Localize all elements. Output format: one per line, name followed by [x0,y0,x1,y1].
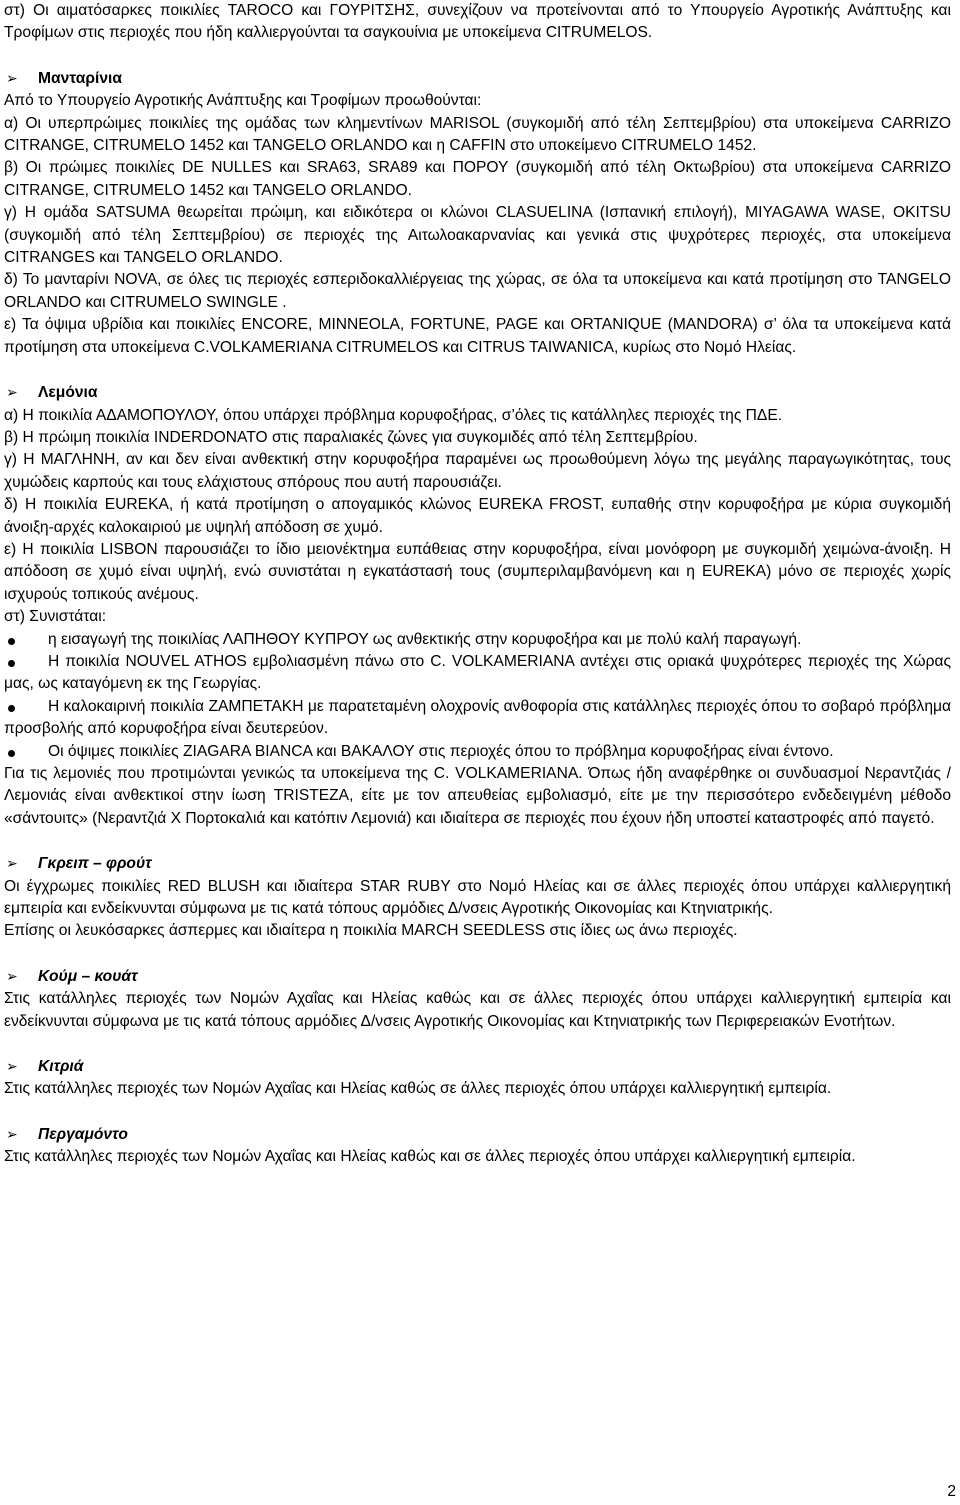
section-heading-kumquat [4,965,951,988]
paragraph: β) Η πρώιμη ποικιλία INDERDONATO στις παραλιακές ζώνες για συγκομιδές από τέλη Σεπτεμβρίου. [4,428,698,446]
paragraph: Στις κατάλληλες περιοχές των Νομών Αχαΐας και Ηλείας καθώς σε άλλες περιοχές όπου υπάρχει καλλιεργητική εμπειρία. [4,1080,832,1098]
section-heading-grapefruit [4,852,951,875]
spacer [4,1033,951,1055]
document-body [4,0,951,1169]
arrowhead-bullet-icon: ➢ [6,69,18,86]
section-title: Κιτριά [38,1058,84,1076]
paragraph: Για τις λεμονιές που προτιμώνται γενικώς τα υποκείμενα της C. VOLKAMERIANA. Όπως ήδη αναφέρθηκε οι συνδυασμοί Νεραντζιάς / Λεμονιάς είναι ανθεκτικοί στην ίωση TRISTEZA, είτε με τον απευθείας εμβολιασμό, είτε με την περισσότερο ενδεδειγμένη μέθοδο «σάντουιτς» (Νεραντζιά Χ Πορτοκαλιά και κατόπιν Λεμονιά) και ιδιαίτερα σε περιοχές που έχουν ήδη υποστεί καταστροφές από παγετό. [4,765,951,827]
paragraph: ε) Η ποικιλία LISBON παρουσιάζει το ίδιο μειονέκτημα ευπάθειας στην κορυφοξήρα, είναι μονόφορη με συγκομιδή χειμώνα-άνοιξη. Η απόδοση σε χυμό είναι υψηλή, ενώ συνιστάται η εγκατάστασή τους (συμπεριλαμβανόμενη και η EUREKA) μόνο σε περιοχές χωρίς ισχυρούς τοπικούς ανέμους. [4,540,951,603]
section-heading-lemons [4,381,951,404]
round-bullet-icon [8,638,15,645]
page-number: 2 [947,1483,956,1500]
section-title: Γκρειπ – φρούτ [38,855,152,873]
section-heading-mandarins [4,67,951,90]
paragraph: γ) Η ομάδα SATSUMA θεωρείται πρώιμη, και ειδικότερα οι κλώνοι CLASUELINA (Ισπανική επιλογή), MIYAGAWA WASE, OKITSU (συγκομιδή από τέλη Σεπτεμβρίου) σε περιοχές της Αιτωλοακαρνανίας και γενικά στις ψυχρότερες περιοχές, στα υποκείμενα CITRANGES και TANGELO ORLANDO. [4,204,951,267]
section-title: Κούμ – κουάτ [38,967,138,985]
section-heading-bergamot [4,1123,951,1146]
arrowhead-bullet-icon: ➢ [6,855,18,872]
list-item: Η καλοκαιρινή ποικιλία ΖΑΜΠΕΤΑΚΗ με παρατεταμένη ολοχρονίς ανθοφορία στις κατάλληλες περιοχές όπου το σοβαρό πρόβλημα προσβολής από κορυφοξήρα είναι δευτερεύον. [4,697,951,738]
paragraph: δ) Η ποικιλία EUREKA, ή κατά προτίμηση ο απογαμικός κλώνος EUREKA FROST, ευπαθής στην κορυφοξήρα με κύρια συγκομιδή άνοιξη-αρχές καλοκαιριού με υψηλή απόδοση σε χυμό. [4,496,951,536]
section-title: Μανταρίνια [38,69,122,87]
paragraph: γ) Η ΜΑΓΛΗΝΗ, αν και δεν είναι ανθεκτική στην κορυφοξήρα παραμένει ως προωθούμενη λόγω της μεγάλης παραγωγικότητας, τους χυμώδεις καρπούς και τους ελάχιστους σπόρους που αυτή παρουσιάζει. [4,451,951,491]
paragraph: Στις κατάλληλες περιοχές των Νομών Αχαΐας και Ηλείας καθώς και σε άλλες περιοχές όπου υπάρχει καλλιεργητική εμπειρία. [4,1148,856,1166]
paragraph: Επίσης οι λευκόσαρκες άσπερμες και ιδιαίτερα η ποικιλία MARCH SEEDLESS στις ίδιες ως άνω περιοχές. [4,922,738,940]
list-item: Οι όψιμες ποικιλίες ZIAGARA BIANCA και ΒΑΚΑΛΟΥ στις περιοχές όπου το πρόβλημα κορυφοξήρας είναι έντονο. [4,741,951,763]
arrowhead-bullet-icon: ➢ [6,384,18,401]
list-item: η εισαγωγή της ποικιλίας ΛΑΠΗΘΟΥ ΚΥΠΡΟΥ ως ανθεκτικής στην κορυφοξήρα και με πολύ καλή παραγωγή. [4,629,951,651]
list-item: Η ποικιλία NOUVEL ATHOS εμβολιασμένη πάνω στο C. VOLKAMERIANA αντέχει στις οριακά ψυχρότερες περιοχές της Χώρας μας, ως καταγόμενη εκ της Γεωργίας. [4,652,951,693]
paragraph: α) Οι υπερπρώιμες ποικιλίες της ομάδας των κλημεντίνων MARISOL (συγκομιδή από τέλη Σεπτεμβρίου) στα υποκείμενα CARRIZO CITRANGE, CITRUMELO 1452 και TANGELO ORLANDO και η CAFFIN στο υποκείμενο CITRUMELO 1452. [4,114,951,155]
section-heading-citron [4,1055,951,1078]
spacer [4,45,951,67]
spacer [4,943,951,965]
section-title: Λεμόνια [38,384,98,402]
paragraph: στ) Συνιστάται: [4,608,107,626]
paragraph: στ) Οι αιματόσαρκες ποικιλίες TAROCO και ΓΟΥΡΙΤΣΗΣ, συνεχίζουν να προτείνονται από το Υπουργείο Αγροτικής Ανάπτυξης και Τροφίμων στις περιοχές που ήδη καλλιεργούνται τα σαγκουίνια με υποκείμενα CITRUMELOS. [4,2,951,42]
spacer [4,1101,951,1123]
round-bullet-icon [8,750,15,757]
arrowhead-bullet-icon: ➢ [6,1125,18,1142]
spacer [4,830,951,852]
arrowhead-bullet-icon: ➢ [6,967,18,984]
paragraph: δ) Το μανταρίνι NOVA, σε όλες τις περιοχές εσπεριδοκαλλιέργειας της χώρας, σε όλα τα υποκείμενα και κατά προτίμηση στο TANGELO ORLANDO και CITRUMELO SWINGLE . [4,271,951,311]
paragraph: α) Η ποικιλία ΑΔΑΜΟΠΟΥΛΟΥ, όπου υπάρχει πρόβλημα κορυφοξήρας, σ’όλες τις κατάλληλες περιοχές της ΠΔΕ. [4,406,783,424]
recommendation-list [4,629,951,763]
paragraph: Οι έγχρωμες ποικιλίες RED BLUSH και ιδιαίτερα STAR RUBY στο Νομό Ηλείας και σε άλλες περιοχές όπου υπάρχει καλλιεργητική εμπειρία και ενδείκνυνται σύμφωνα με τις κατά τόπους αρμόδιες Δ/νσεις Αγροτικής Οικονομίας και Κτηνιατρικής. [4,877,951,918]
arrowhead-bullet-icon: ➢ [6,1058,18,1075]
spacer [4,359,951,381]
paragraph: ε) Τα όψιμα υβρίδια και ποικιλίες ENCORE, MINNEOLA, FORTUNE, PAGE και ORTANIQUE (MANDORA) σ’ όλα τα υποκείμενα κατά προτίμηση στα υποκείμενα C.VOLKAMERIANA CITRUMELOS και CITRUS TAIWANICA, κυρίως στο Νομό Ηλείας. [4,316,951,356]
round-bullet-icon [8,705,15,712]
paragraph: Από το Υπουργείο Αγροτικής Ανάπτυξης και Τροφίμων προωθούνται: [4,92,482,110]
section-title: Περγαμόντο [38,1125,128,1143]
paragraph: β) Οι πρώιμες ποικιλίες DE NULLES και SRA63, SRA89 και ΠΟΡΟΥ (συγκομιδή από τέλη Οκτωβρίου) στα υποκείμενα CARRIZO CITRANGE, CITRUMELO 1452 και TANGELO ORLANDO. [4,159,951,199]
paragraph: Στις κατάλληλες περιοχές των Νομών Αχαΐας και Ηλείας καθώς και σε άλλες περιοχές όπου υπάρχει καλλιεργητική εμπειρία και ενδείκνυνται σύμφωνα με τις κατά τόπους αρμόδιες Δ/νσεις Αγροτικής Οικονομίας και Κτηνιατρικής των Περιφερειακών Ενοτήτων. [4,990,951,1030]
round-bullet-icon [8,660,15,667]
